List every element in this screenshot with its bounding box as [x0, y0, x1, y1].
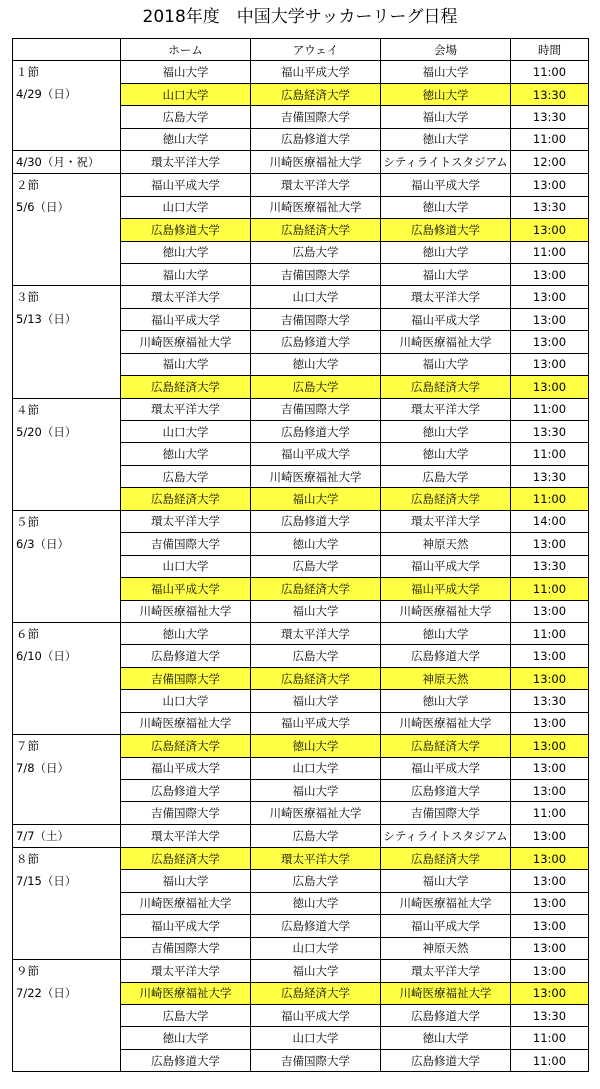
kickoff-time: 13:00: [511, 735, 589, 757]
home-team: 福山平成大学: [121, 915, 251, 937]
venue: 広島修道大学: [381, 1004, 511, 1026]
home-team: 広島修道大学: [121, 219, 251, 241]
home-team: 環太平洋大学: [121, 398, 251, 420]
kickoff-time: 11:00: [511, 622, 589, 644]
kickoff-time: 13:00: [511, 263, 589, 285]
home-team: 山口大学: [121, 196, 251, 218]
venue: 福山大学: [381, 870, 511, 892]
home-team: 徳山大学: [121, 128, 251, 150]
table-row: [13, 847, 589, 869]
home-team: 環太平洋大学: [121, 960, 251, 982]
away-team: 山口大学: [251, 757, 381, 779]
table-row: [13, 61, 589, 83]
away-team: 広島修道大学: [251, 128, 381, 150]
home-team: 山口大学: [121, 421, 251, 443]
venue: シティライトスタジアム: [381, 824, 511, 847]
away-team: 福山平成大学: [251, 1004, 381, 1026]
venue: 川崎医療福祉大学: [381, 600, 511, 622]
away-team: 広島大学: [251, 376, 381, 398]
home-team: 福山大学: [121, 263, 251, 285]
round-cell: [13, 622, 121, 734]
venue: 広島経済大学: [381, 488, 511, 510]
home-team: 広島経済大学: [121, 847, 251, 869]
round-date: 7/7（土）: [16, 828, 70, 843]
kickoff-time: 13:30: [511, 555, 589, 577]
schedule-body: [13, 61, 589, 1072]
venue: 広島経済大学: [381, 735, 511, 757]
away-team: 福山平成大学: [251, 443, 381, 465]
round-date: 4/29（日）: [16, 87, 77, 102]
venue: 福山平成大学: [381, 757, 511, 779]
round-label: ９節: [16, 964, 39, 979]
away-team: 福山大学: [251, 600, 381, 622]
venue: 川崎医療福祉大学: [381, 712, 511, 734]
kickoff-time: 13:30: [511, 421, 589, 443]
away-team: 徳山大学: [251, 353, 381, 375]
away-team: 広島大学: [251, 555, 381, 577]
kickoff-time: 13:30: [511, 106, 589, 128]
round-cell: [13, 960, 121, 1072]
home-team: 広島修道大学: [121, 1049, 251, 1071]
kickoff-time: 13:00: [511, 824, 589, 847]
away-team: 福山平成大学: [251, 61, 381, 83]
round-date: 5/6（日）: [16, 200, 70, 215]
venue: 広島修道大学: [381, 219, 511, 241]
round-cell: [13, 286, 121, 398]
round-label: ３節: [16, 290, 39, 305]
away-team: 徳山大学: [251, 735, 381, 757]
round-date: 6/3（日）: [16, 536, 70, 551]
away-team: 吉備国際大学: [251, 1049, 381, 1071]
round-cell: [13, 824, 121, 847]
away-team: 環太平洋大学: [251, 847, 381, 869]
away-team: 山口大学: [251, 937, 381, 959]
kickoff-time: 13:00: [511, 174, 589, 196]
venue: 徳山大学: [381, 1027, 511, 1049]
away-team: 福山平成大学: [251, 712, 381, 734]
schedule-header: [13, 39, 589, 61]
home-team: 福山平成大学: [121, 174, 251, 196]
kickoff-time: 13:00: [511, 847, 589, 869]
round-cell: [13, 735, 121, 825]
venue: 環太平洋大学: [381, 398, 511, 420]
round-label: ４節: [16, 402, 39, 417]
table-row: [13, 398, 589, 420]
venue: 福山大学: [381, 61, 511, 83]
away-team: 徳山大学: [251, 533, 381, 555]
kickoff-time: 13:00: [511, 308, 589, 330]
home-team: 吉備国際大学: [121, 533, 251, 555]
kickoff-time: 13:00: [511, 331, 589, 353]
home-team: 広島大学: [121, 106, 251, 128]
home-team: 福山平成大学: [121, 578, 251, 600]
table-row: [13, 174, 589, 196]
page-title: 2018年度 中国大学サッカーリーグ日程: [142, 7, 458, 27]
kickoff-time: 13:00: [511, 780, 589, 802]
round-cell: [13, 151, 121, 174]
away-team: 広島経済大学: [251, 83, 381, 105]
kickoff-time: 11:00: [511, 578, 589, 600]
away-team: 川崎医療福祉大学: [251, 196, 381, 218]
table-row: [13, 824, 589, 847]
home-team: 広島経済大学: [121, 488, 251, 510]
venue: 川崎医療福祉大学: [381, 892, 511, 914]
away-team: 吉備国際大学: [251, 398, 381, 420]
home-team: 福山大学: [121, 870, 251, 892]
away-team: 広島大学: [251, 870, 381, 892]
round-cell: [13, 847, 121, 959]
away-team: 広島修道大学: [251, 421, 381, 443]
venue: 神原天然: [381, 667, 511, 689]
table-row: [13, 286, 589, 308]
away-team: 広島大学: [251, 241, 381, 263]
venue: 神原天然: [381, 937, 511, 959]
table-row: [13, 735, 589, 757]
kickoff-time: 13:00: [511, 600, 589, 622]
kickoff-time: 11:00: [511, 488, 589, 510]
venue: シティライトスタジアム: [381, 151, 511, 174]
kickoff-time: 11:00: [511, 443, 589, 465]
away-team: 広島大学: [251, 824, 381, 847]
home-team: 山口大学: [121, 83, 251, 105]
round-label: １節: [16, 65, 39, 80]
venue: 徳山大学: [381, 443, 511, 465]
venue: 環太平洋大学: [381, 286, 511, 308]
away-team: 広島大学: [251, 645, 381, 667]
home-team: 徳山大学: [121, 1027, 251, 1049]
home-team: 広島経済大学: [121, 376, 251, 398]
header-time: 時間: [511, 39, 589, 61]
kickoff-time: 13:00: [511, 870, 589, 892]
kickoff-time: 12:00: [511, 151, 589, 174]
home-team: 環太平洋大学: [121, 824, 251, 847]
round-date: 7/22（日）: [16, 986, 77, 1001]
home-team: 環太平洋大学: [121, 510, 251, 532]
kickoff-time: 13:30: [511, 690, 589, 712]
away-team: 広島修道大学: [251, 331, 381, 353]
round-label: ８節: [16, 851, 39, 866]
away-team: 広島経済大学: [251, 578, 381, 600]
kickoff-time: 13:30: [511, 196, 589, 218]
home-team: 徳山大学: [121, 241, 251, 263]
away-team: 川崎医療福祉大学: [251, 802, 381, 824]
venue: 福山大学: [381, 263, 511, 285]
home-team: 広島大学: [121, 1004, 251, 1026]
kickoff-time: 13:00: [511, 667, 589, 689]
away-team: 吉備国際大学: [251, 106, 381, 128]
round-label: ２節: [16, 178, 39, 193]
venue: 広島修道大学: [381, 645, 511, 667]
kickoff-time: 13:30: [511, 465, 589, 487]
kickoff-time: 13:00: [511, 353, 589, 375]
home-team: 広島大学: [121, 465, 251, 487]
venue: 徳山大学: [381, 128, 511, 150]
header-round: [13, 39, 121, 61]
away-team: 吉備国際大学: [251, 263, 381, 285]
home-team: 福山平成大学: [121, 308, 251, 330]
venue: 川崎医療福祉大学: [381, 982, 511, 1004]
venue: 徳山大学: [381, 421, 511, 443]
venue: 吉備国際大学: [381, 802, 511, 824]
home-team: 福山大学: [121, 61, 251, 83]
kickoff-time: 11:00: [511, 128, 589, 150]
venue: 広島修道大学: [381, 780, 511, 802]
home-team: 広島修道大学: [121, 645, 251, 667]
round-date: 4/30（月・祝）: [16, 155, 100, 170]
home-team: 川崎医療福祉大学: [121, 892, 251, 914]
away-team: 福山大学: [251, 690, 381, 712]
home-team: 福山大学: [121, 353, 251, 375]
home-team: 吉備国際大学: [121, 667, 251, 689]
kickoff-time: 14:00: [511, 510, 589, 532]
home-team: 福山平成大学: [121, 757, 251, 779]
away-team: 山口大学: [251, 1027, 381, 1049]
venue: 福山平成大学: [381, 174, 511, 196]
venue: 徳山大学: [381, 622, 511, 644]
away-team: 広島経済大学: [251, 667, 381, 689]
venue: 徳山大学: [381, 690, 511, 712]
kickoff-time: 13:00: [511, 645, 589, 667]
away-team: 福山大学: [251, 488, 381, 510]
away-team: 山口大学: [251, 286, 381, 308]
venue: 徳山大学: [381, 241, 511, 263]
venue: 広島大学: [381, 465, 511, 487]
kickoff-time: 13:00: [511, 892, 589, 914]
round-date: 5/13（日）: [16, 312, 77, 327]
header-row: [13, 39, 589, 61]
kickoff-time: 13:00: [511, 937, 589, 959]
venue: 環太平洋大学: [381, 960, 511, 982]
venue: 広島経済大学: [381, 847, 511, 869]
venue: 福山平成大学: [381, 308, 511, 330]
venue: 神原天然: [381, 533, 511, 555]
kickoff-time: 13:00: [511, 219, 589, 241]
kickoff-time: 11:00: [511, 1027, 589, 1049]
kickoff-time: 13:00: [511, 915, 589, 937]
kickoff-time: 13:00: [511, 286, 589, 308]
home-team: 環太平洋大学: [121, 151, 251, 174]
home-team: 広島経済大学: [121, 735, 251, 757]
table-row: [13, 510, 589, 532]
venue: 川崎医療福祉大学: [381, 331, 511, 353]
round-cell: [13, 174, 121, 286]
venue: 福山大学: [381, 106, 511, 128]
away-team: 福山大学: [251, 780, 381, 802]
table-row: [13, 960, 589, 982]
away-team: 徳山大学: [251, 892, 381, 914]
kickoff-time: 13:30: [511, 83, 589, 105]
away-team: 福山大学: [251, 960, 381, 982]
away-team: 環太平洋大学: [251, 622, 381, 644]
kickoff-time: 11:00: [511, 802, 589, 824]
home-team: 川崎医療福祉大学: [121, 712, 251, 734]
kickoff-time: 13:00: [511, 960, 589, 982]
round-label: ５節: [16, 514, 39, 529]
round-label: ６節: [16, 626, 39, 641]
kickoff-time: 13:30: [511, 1004, 589, 1026]
round-label: ７節: [16, 739, 39, 754]
home-team: 環太平洋大学: [121, 286, 251, 308]
kickoff-time: 13:00: [511, 712, 589, 734]
round-date: 5/20（日）: [16, 424, 77, 439]
kickoff-time: 13:00: [511, 376, 589, 398]
away-team: 広島経済大学: [251, 982, 381, 1004]
header-away: アウェイ: [251, 39, 381, 61]
round-date: 7/8（日）: [16, 761, 70, 776]
round-cell: [13, 398, 121, 510]
home-team: 川崎医療福祉大学: [121, 982, 251, 1004]
away-team: 川崎医療福祉大学: [251, 151, 381, 174]
kickoff-time: 13:00: [511, 757, 589, 779]
round-cell: [13, 61, 121, 151]
away-team: 川崎医療福祉大学: [251, 465, 381, 487]
schedule-table: [12, 38, 589, 1072]
kickoff-time: 11:00: [511, 241, 589, 263]
home-team: 山口大学: [121, 690, 251, 712]
round-cell: [13, 510, 121, 622]
away-team: 吉備国際大学: [251, 308, 381, 330]
away-team: 広島修道大学: [251, 510, 381, 532]
venue: 広島修道大学: [381, 1049, 511, 1071]
home-team: 広島修道大学: [121, 780, 251, 802]
venue: 福山平成大学: [381, 578, 511, 600]
home-team: 徳山大学: [121, 622, 251, 644]
venue: 環太平洋大学: [381, 510, 511, 532]
home-team: 川崎医療福祉大学: [121, 600, 251, 622]
venue: 福山平成大学: [381, 915, 511, 937]
venue: 徳山大学: [381, 83, 511, 105]
home-team: 山口大学: [121, 555, 251, 577]
venue: 福山平成大学: [381, 555, 511, 577]
away-team: 広島修道大学: [251, 915, 381, 937]
kickoff-time: 13:00: [511, 982, 589, 1004]
kickoff-time: 11:00: [511, 61, 589, 83]
header-venue: 会場: [381, 39, 511, 61]
home-team: 吉備国際大学: [121, 937, 251, 959]
header-home: ホーム: [121, 39, 251, 61]
venue: 徳山大学: [381, 196, 511, 218]
table-row: [13, 151, 589, 174]
away-team: 広島経済大学: [251, 219, 381, 241]
round-date: 6/10（日）: [16, 648, 77, 663]
away-team: 環太平洋大学: [251, 174, 381, 196]
home-team: 徳山大学: [121, 443, 251, 465]
home-team: 川崎医療福祉大学: [121, 331, 251, 353]
kickoff-time: 13:00: [511, 533, 589, 555]
home-team: 吉備国際大学: [121, 802, 251, 824]
kickoff-time: 11:00: [511, 398, 589, 420]
venue: 広島経済大学: [381, 376, 511, 398]
round-date: 7/15（日）: [16, 873, 77, 888]
venue: 福山大学: [381, 353, 511, 375]
kickoff-time: 11:00: [511, 1049, 589, 1071]
table-row: [13, 622, 589, 644]
